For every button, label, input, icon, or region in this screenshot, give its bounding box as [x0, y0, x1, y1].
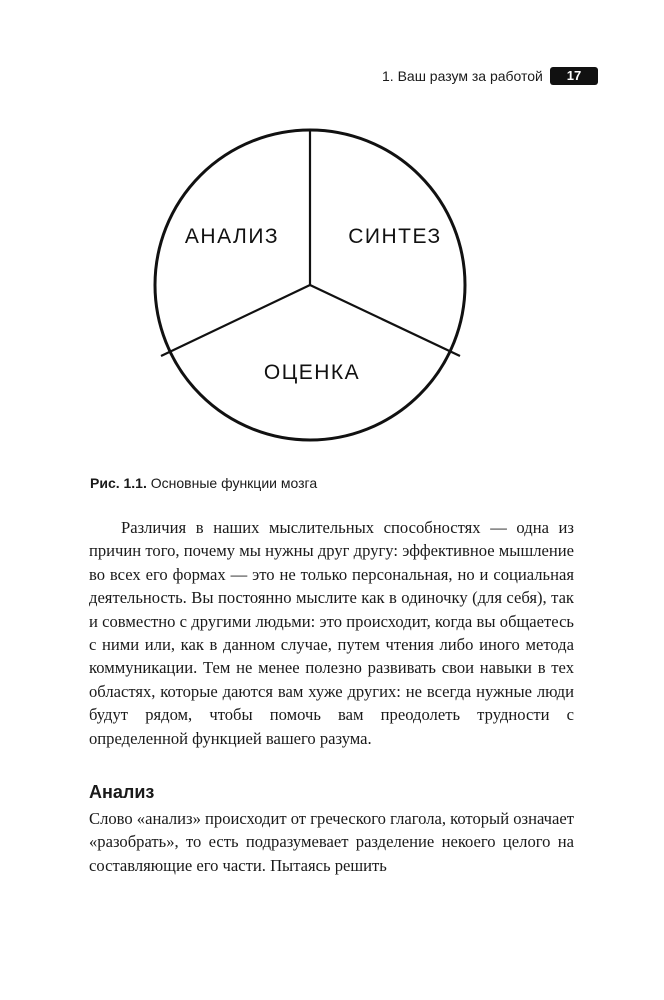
section-heading: Анализ: [89, 782, 155, 802]
body-paragraph-2: Слово «анализ» происходит от греческого глагола, который означает «разобрать», то есть подразумевает разделение некоего целого на составляющие его части. Пытаясь решить: [89, 809, 574, 875]
page-number: 17: [550, 67, 598, 85]
body-paragraph-1: Различия в наших мыслительных способностях — одна из причин того, почему мы нужны друг другу: эффективное мышление во всех его формах — это не только персональная, но и социальная деятельность. Вы постоянно мыслите как в одиночку (для себя), так и совместно с другими людьми: это происходит, когда вы общаетесь с ними или, как в данном случае, путем чтения либо иного метода коммуникации. Тем не менее полезно развивать свои навыки в тех областях, которые даются вам хуже других: не всегда нужные люди будут рядом, чтобы помочь вам преодолеть трудности с определенной функцией вашего разума.: [89, 518, 574, 748]
caption-label: Рис. 1.1.: [90, 475, 147, 491]
segment-label-evaluation: ОЦЕНКА: [263, 361, 361, 384]
divider-line-right: [310, 285, 460, 356]
segment-label-analysis: АНАЛИЗ: [184, 225, 280, 248]
figure-caption: [90, 474, 570, 492]
divider-line-left: [161, 285, 310, 356]
brain-functions-diagram: [147, 110, 477, 460]
segment-label-synthesis: СИНТЕЗ: [348, 225, 442, 248]
running-head: [376, 66, 598, 86]
caption-text: Основные функции мозга: [146, 475, 318, 491]
chapter-title: 1. Ваш разум за работой: [382, 68, 543, 84]
